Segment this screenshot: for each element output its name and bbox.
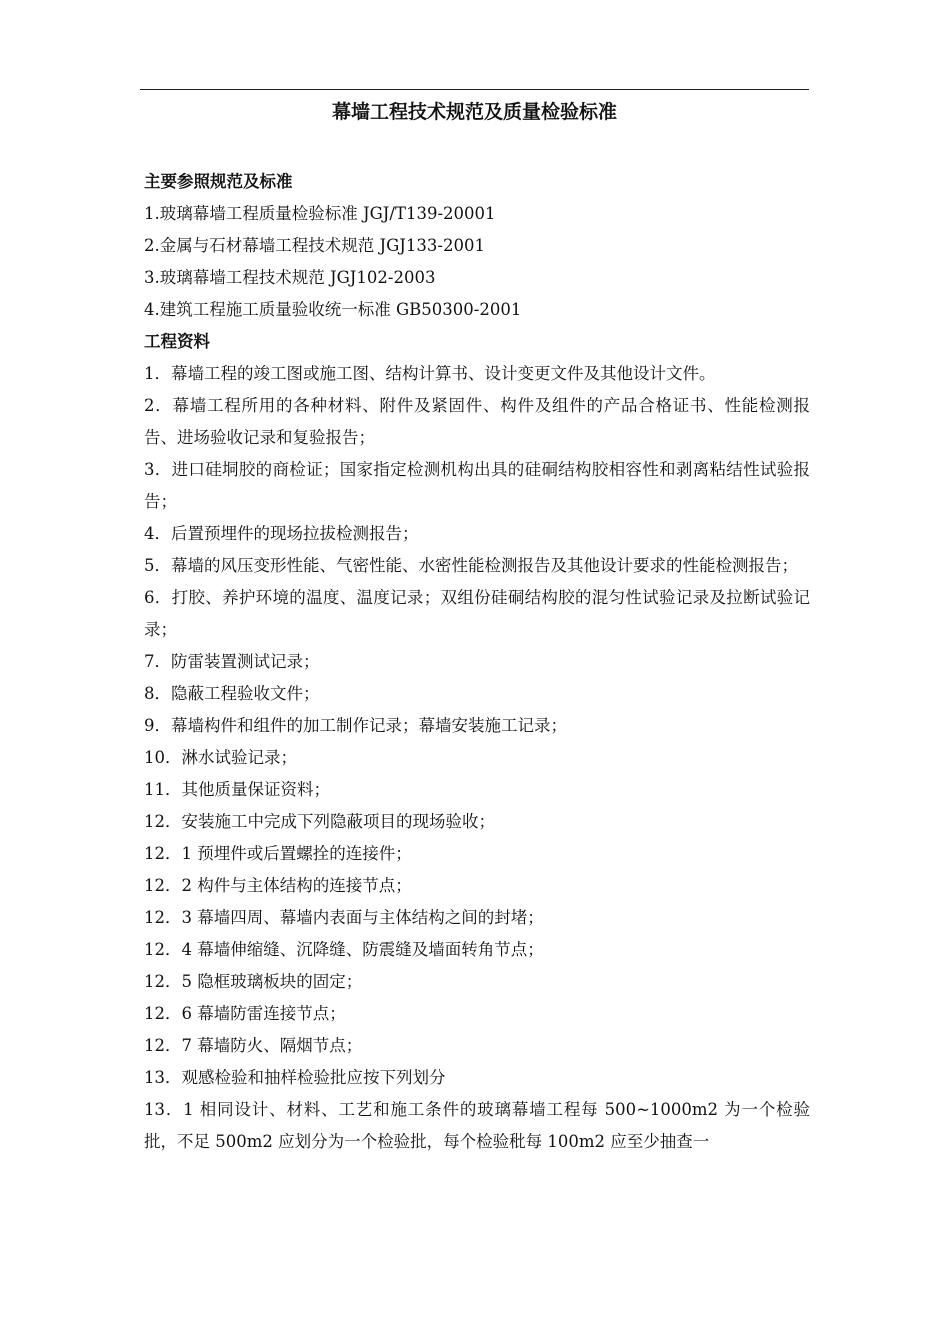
list-item: 12．7 幕墙防火、隔烟节点； (144, 1036, 363, 1055)
list-item: 10．淋水试验记录； (144, 748, 297, 767)
reference-item: 2.金属与石材幕墙工程技术规范 JGJ133-2001 (144, 236, 485, 255)
list-item: 1．幕墙工程的竣工图或施工图、结构计算书、设计变更文件及其他设计文件。 (144, 364, 716, 383)
list-item: 12．3 幕墙四周、幕墙内表面与主体结构之间的封堵； (144, 908, 544, 927)
reference-item: 1.玻璃幕墙工程质量检验标准 JGJ/T139-20001 (144, 204, 496, 223)
list-item: 12．5 隐框玻璃板块的固定； (144, 972, 363, 991)
list-item: 5．幕墙的风压变形性能、气密性能、水密性能检测报告及其他设计要求的性能检测报告； (144, 556, 798, 575)
document-body (144, 166, 810, 1158)
list-item: 12．1 预埋件或后置螺拴的连接件； (144, 844, 412, 863)
list-item: 12．安装施工中完成下列隐蔽项目的现场验收； (144, 812, 495, 831)
reference-item: 4.建筑工程施工质量验收统一标准 GB50300-2001 (144, 300, 522, 319)
list-item: 8．隐蔽工程验收文件； (144, 684, 320, 703)
list-item: 12．4 幕墙伸缩缝、沉降缝、防震缝及墙面转角节点； (144, 940, 544, 959)
list-item: 3．进口硅垌胶的商检证；国家指定检测机构出具的硅硐结构胶相容性和剥离粘结性试验报告； (144, 460, 810, 511)
document-title: 幕墙工程技术规范及质量检验标准 (331, 101, 617, 123)
reference-item: 3.玻璃幕墙工程技术规范 JGJ102-2003 (144, 268, 436, 287)
list-item: 2．幕墙工程所用的各种材料、附件及紧固件、构件及组件的产品合格证书、性能检测报告、进场验收记录和复验报告； (144, 396, 810, 447)
header-rule (140, 89, 809, 90)
list-item: 9．幕墙构件和组件的加工制作记录；幕墙安装施工记录； (144, 716, 567, 735)
list-item: 13．观感检验和抽样检验批应按下列划分 (144, 1068, 446, 1087)
section-heading-references: 主要参照规范及标准 (144, 172, 293, 191)
list-item: 12．2 构件与主体结构的连接节点； (144, 876, 412, 895)
list-item: 11．其他质量保证资料； (144, 780, 330, 799)
list-item: 12．6 幕墙防雷连接节点； (144, 1004, 346, 1023)
list-item: 4．后置预埋件的现场拉拔检测报告； (144, 524, 419, 543)
list-item: 6．打胶、养护环境的温度、温度记录；双组份硅硐结构胶的混匀性试验记录及拉断试验记录； (144, 588, 810, 639)
list-item: 13．1 相同设计、材料、工艺和施工条件的玻璃幕墙工程每 500~1000m2 为一个检验批，不足 500m2 应划分为一个检验批，每个检验秕每 100m2 应至少抽查一 (144, 1100, 810, 1151)
section-heading-project-docs: 工程资料 (144, 332, 210, 351)
list-item: 7．防雷装置测试记录； (144, 652, 320, 671)
